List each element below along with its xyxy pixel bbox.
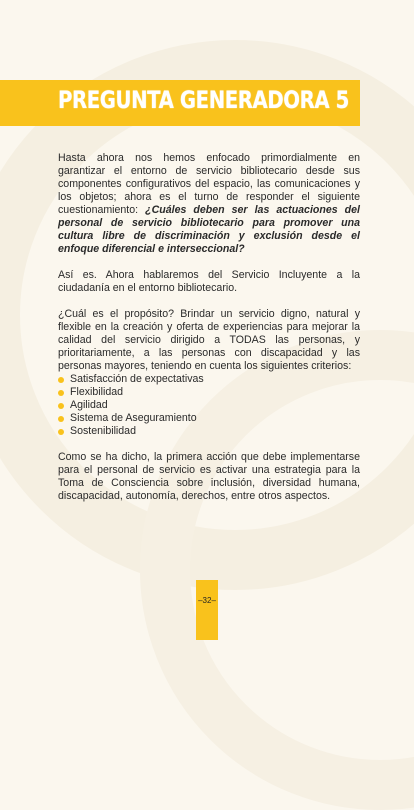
list-item: Flexibilidad bbox=[58, 386, 360, 399]
bullet-icon bbox=[58, 416, 64, 422]
paragraph-intro bbox=[58, 152, 360, 256]
list-item: Sostenibilidad bbox=[58, 425, 360, 438]
list-item: Satisfacción de expectativas bbox=[58, 373, 360, 386]
bullet-icon bbox=[58, 403, 64, 409]
bullet-icon bbox=[58, 429, 64, 435]
page-footer-bar bbox=[196, 580, 218, 640]
paragraph-first-action: Como se ha dicho, la primera acción que debe implementarse para el personal de servicio es activar una estrategia para la Toma de Consciencia sobre inclusión, diversidad humana, discapacidad, autonomía, derechos, entre otros aspectos. bbox=[58, 451, 360, 502]
list-item: Agilidad bbox=[58, 399, 360, 412]
generating-question: ¿Cuáles deben ser las actuaciones del personal de servicio bibliotecario para promover una cultura libre de discriminación y exclusión desde el enfoque diferencial e interseccional? bbox=[58, 204, 360, 255]
paragraph-inclusive-service: Así es. Ahora hablaremos del Servicio Incluyente a la ciudadanía en el entorno bibliotecario. bbox=[58, 269, 360, 294]
criteria-list bbox=[58, 373, 360, 438]
bullet-icon bbox=[58, 390, 64, 396]
paragraph-purpose: ¿Cuál es el propósito? Brindar un servicio digno, natural y flexible en la creación y oferta de experiencias para mejorar la calidad del servicio dirigido a TODAS las personas, y prioritariamente, a las personas con discapacidad y las personas mayores, teniendo en cuenta los siguientes criterios: bbox=[58, 308, 360, 372]
body-text bbox=[58, 152, 360, 516]
bullet-icon bbox=[58, 377, 64, 383]
page-number: –32– bbox=[198, 596, 216, 605]
page-title: PREGUNTA GENERADORA 5 bbox=[58, 86, 349, 114]
list-item: Sistema de Aseguramiento bbox=[58, 412, 360, 425]
intro-text: Hasta ahora nos hemos enfocado primordialmente en garantizar el entorno de servicio bibliotecario desde sus componentes configurativos del espacio, las comunicaciones y los objetos; ahora es el turno de responder el siguiente cuestionamiento: bbox=[58, 152, 360, 216]
